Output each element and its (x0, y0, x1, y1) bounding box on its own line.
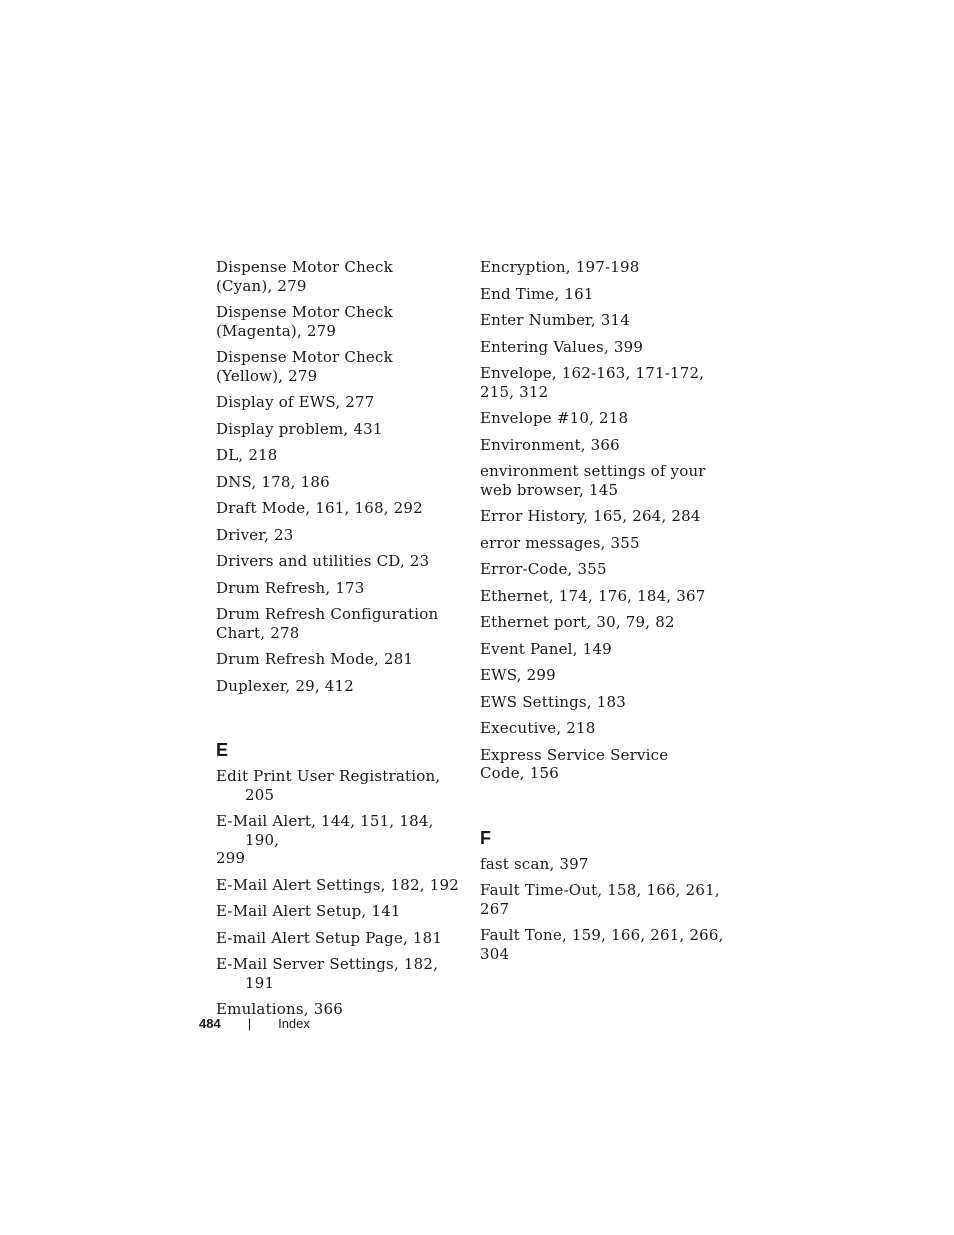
index-entry (480, 855, 730, 874)
index-entry-text: Edit Print User Registration, 205 (216, 767, 441, 804)
index-entry-text: Encryption, 197-198 (480, 258, 640, 276)
index-entry-text: Ethernet, 174, 176, 184, 367 (480, 586, 706, 605)
index-entry (216, 473, 466, 492)
index-entry-text: Dispense Motor Check (216, 258, 393, 276)
index-entry-text: Fault Time-Out, 158, 166, 261, (480, 881, 720, 899)
index-entry (216, 420, 466, 439)
index-entry (216, 303, 466, 340)
index-entry (216, 393, 466, 412)
index-entry-text: Draft Mode, 161, 168, 292 (216, 499, 423, 517)
index-entry (216, 499, 466, 518)
index-entry-text: E-Mail Alert, 144, 151, 184, 190, (216, 812, 434, 849)
index-entry-text: Error-Code, 355 (480, 560, 607, 578)
index-entry (480, 507, 730, 526)
index-entry (480, 640, 730, 659)
index-entry-text: error messages, 355 (480, 533, 640, 552)
index-entry-text: Drivers and utilities CD, 23 (216, 552, 430, 570)
index-entry (480, 534, 730, 553)
index-entry-text: E-Mail Alert Settings, 182, 192 (216, 875, 459, 894)
index-entry-text: Driver, 23 (216, 525, 294, 544)
index-entry-text: DL, 218 (216, 446, 278, 464)
index-entry (480, 311, 730, 330)
index-entry-text: Display problem, 431 (216, 419, 383, 438)
index-column-right (480, 258, 730, 971)
index-entry (216, 258, 466, 295)
index-entry (480, 719, 730, 738)
index-entry-text: E-Mail Server Settings, 182, 191 (216, 955, 439, 992)
index-entry (480, 693, 730, 712)
index-entry (216, 677, 466, 696)
index-entry-text: Drum Refresh, 173 (216, 578, 365, 597)
index-entries-e (216, 767, 466, 1019)
index-entry-text: Environment, 366 (480, 435, 620, 454)
index-entry (216, 446, 466, 465)
index-entry-text: Display of EWS, 277 (216, 393, 375, 411)
index-entry-text: Error History, 165, 264, 284 (480, 507, 701, 525)
index-entry (216, 526, 466, 545)
index-entries-f (480, 855, 730, 964)
index-entries-e-continued (480, 258, 730, 783)
index-entry (216, 955, 466, 992)
index-entry-continuation: 267 (480, 899, 510, 918)
footer-separator: | (247, 1016, 252, 1031)
index-entry-text: E-mail Alert Setup Page, 181 (216, 928, 443, 947)
section-letter-e: E (216, 740, 229, 760)
index-entry-text: Drum Refresh Configuration (216, 605, 439, 623)
index-entry-text: Fault Tone, 159, 166, 261, 266, (480, 926, 724, 944)
index-entry-continuation: (Cyan), 279 (216, 276, 307, 295)
index-entry-text: Envelope, 162-163, 171-172, (480, 364, 705, 382)
index-entry (216, 929, 466, 948)
index-entry-text: Emulations, 366 (216, 1000, 343, 1018)
index-column-left (216, 258, 466, 1027)
index-entry (216, 348, 466, 385)
index-entry (480, 666, 730, 685)
index-entry (216, 605, 466, 642)
index-entry-text: Entering Values, 399 (480, 337, 644, 356)
index-entry-continuation: Chart, 278 (216, 623, 300, 642)
index-entry-continuation: Code, 156 (480, 764, 559, 782)
index-entry-text: Envelope #10, 218 (480, 409, 629, 427)
index-entry-text: Enter Number, 314 (480, 311, 631, 329)
index-entry-text: DNS, 178, 186 (216, 472, 330, 491)
index-entry (480, 746, 730, 783)
index-entry (216, 650, 466, 669)
index-entry-continuation: (Magenta), 279 (216, 321, 337, 340)
index-entry-text: Event Panel, 149 (480, 639, 612, 658)
page-footer (199, 1015, 310, 1033)
index-entry-continuation: (Yellow), 279 (216, 366, 318, 385)
index-entry (480, 587, 730, 606)
index-entry (480, 338, 730, 357)
index-entry-text: Drum Refresh Mode, 281 (216, 650, 414, 668)
index-entry-continuation: web browser, 145 (480, 480, 619, 499)
index-entry (480, 364, 730, 401)
footer-section-title: Index (278, 1016, 310, 1031)
index-entry-text: E-Mail Alert Setup, 141 (216, 902, 401, 920)
index-entry (480, 409, 730, 428)
index-entry-text: EWS Settings, 183 (480, 692, 626, 711)
index-entry-text: Express Service Service (480, 745, 669, 764)
index-entry (216, 812, 466, 868)
index-entry-continuation: 299 (216, 849, 246, 867)
index-entry (216, 552, 466, 571)
index-entry-text: Dispense Motor Check (216, 348, 393, 366)
index-entry-text: EWS, 299 (480, 666, 556, 684)
index-entry (216, 579, 466, 598)
index-entry-continuation: 304 (480, 944, 510, 963)
index-entry-continuation: 215, 312 (480, 382, 549, 401)
section-letter-f: F (480, 827, 491, 848)
index-entry (480, 285, 730, 304)
index-entry-text: Duplexer, 29, 412 (216, 676, 355, 695)
index-entry (480, 926, 730, 963)
index-entry (480, 881, 730, 918)
index-entry-text: Ethernet port, 30, 79, 82 (480, 613, 675, 631)
index-entry (216, 767, 466, 804)
index-entry-text: Executive, 218 (480, 719, 596, 737)
index-entry (216, 902, 466, 921)
index-entry (216, 876, 466, 895)
index-entry (480, 560, 730, 579)
index-entry (480, 258, 730, 277)
page-number: 484 (199, 1016, 221, 1031)
index-entry-text: End Time, 161 (480, 284, 594, 303)
index-entry (480, 436, 730, 455)
index-entry (480, 613, 730, 632)
index-entry-text: environment settings of your (480, 462, 706, 480)
index-entries-d (216, 258, 466, 695)
index-entry (480, 462, 730, 499)
index-entry-text: Dispense Motor Check (216, 303, 393, 321)
index-entry-text: fast scan, 397 (480, 854, 589, 873)
